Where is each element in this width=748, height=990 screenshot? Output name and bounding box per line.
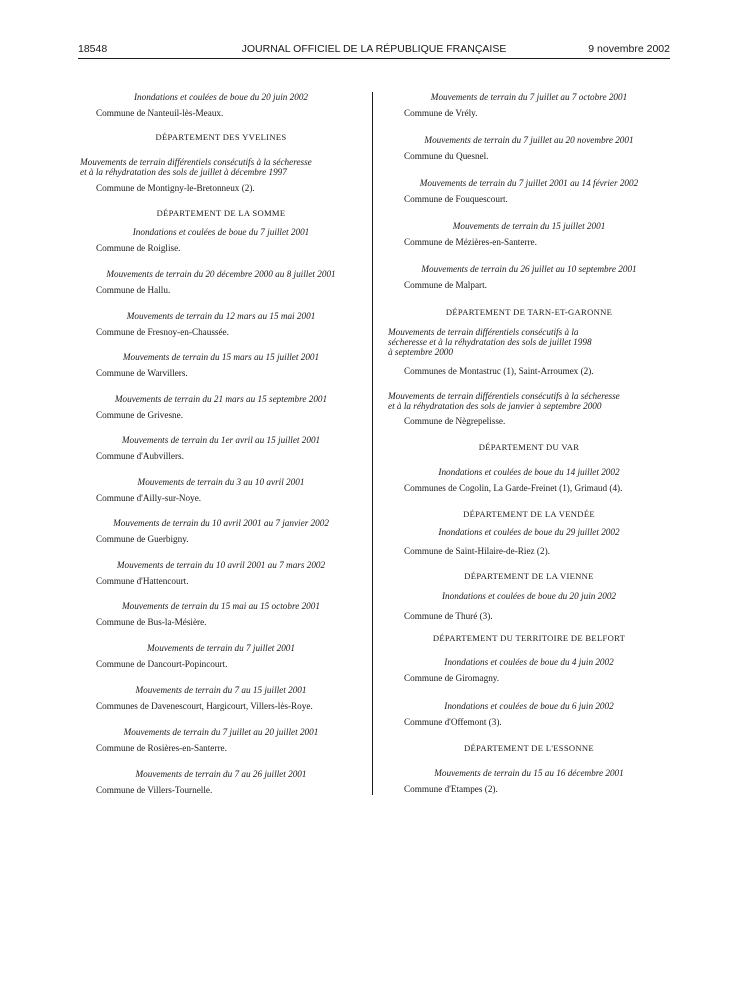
event-title: Mouvements de terrain du 7 juillet au 20 novembre 2001 [424,135,634,145]
journal-title: JOURNAL OFFICIEL DE LA RÉPUBLIQUE FRANÇAISE [241,43,507,55]
commune-line: Commune de Vrély. [404,108,478,118]
event-title-line: Mouvements de terrain différentiels consécutifs à la sécheresse [388,391,620,401]
commune-line: Commune d'Aubvillers. [96,451,184,461]
commune-line: Commune d'Offemont (3). [404,717,502,727]
department-heading: DÉPARTEMENT DE LA VIENNE [464,571,594,581]
event-title-long [388,327,670,357]
commune-line: Communes de Davenescourt, Hargicourt, Villers-lès-Roye. [96,701,313,711]
commune-line: Commune de Montigny-le-Bretonneux (2). [96,183,255,193]
event-title: Mouvements de terrain du 3 au 10 avril 2001 [137,477,305,487]
commune-line: Commune de Guerbigny. [96,534,189,544]
commune-line: Commune de Nanteuil-lès-Meaux. [96,108,224,118]
department-heading: DÉPARTEMENT DE L'ESSONNE [464,743,594,753]
event-title: Mouvements de terrain du 7 juillet au 20 juillet 2001 [123,727,319,737]
event-title-line: sécheresse et à la réhydratation des sols de juillet 1998 [388,337,592,347]
commune-line: Commune de Fouquescourt. [404,194,508,204]
commune-line: Commune de Hallu. [96,285,171,295]
commune-line: Communes de Montastruc (1), Saint-Arroumex (2). [404,366,594,376]
commune-line: Commune de Warvillers. [96,368,188,378]
commune-line: Commune d'Ailly-sur-Noye. [96,493,202,503]
event-title: Inondations et coulées de boue du 7 juillet 2001 [132,227,310,237]
commune-line: Commune de Nègrepelisse. [404,416,506,426]
commune-line: Commune de Roiglise. [96,243,181,253]
event-title: Mouvements de terrain du 7 juillet 2001 au 14 février 2002 [419,178,639,188]
event-title: Mouvements de terrain du 7 juillet au 7 octobre 2001 [430,92,628,102]
event-title: Mouvements de terrain du 7 au 15 juillet 2001 [135,685,307,695]
page-header [0,0,748,60]
commune-line: Commune de Grivesne. [96,410,184,420]
event-title: Inondations et coulées de boue du 14 juillet 2002 [438,467,620,477]
department-heading: DÉPARTEMENT DE LA SOMME [156,208,286,218]
commune-line: Commune de Saint-Hilaire-de-Riez (2). [404,546,550,556]
event-title: Mouvements de terrain du 12 mars au 15 mai 2001 [126,311,316,321]
department-heading: DÉPARTEMENT DES YVELINES [155,132,287,142]
event-title: Inondations et coulées de boue du 4 juin 2002 [444,657,614,667]
commune-line: Commune d'Hattencourt. [96,576,189,586]
event-title: Mouvements de terrain du 7 juillet 2001 [147,643,295,653]
event-title: Inondations et coulées de boue du 29 juillet 2002 [438,527,620,537]
commune-line: Commune de Thuré (3). [404,611,493,621]
commune-line: Commune de Mézières-en-Santerre. [404,237,537,247]
commune-line: Commune de Dancourt-Popincourt. [96,659,228,669]
commune-line: Commune de Giromagny. [404,673,500,683]
commune-line: Commune d'Etampes (2). [404,784,498,794]
commune-line: Communes de Cogolin, La Garde-Freinet (1), Grimaud (4). [404,483,623,493]
department-heading: DÉPARTEMENT DU TERRITOIRE DE BELFORT [432,633,626,643]
event-title: Mouvements de terrain du 10 avril 2001 au 7 janvier 2002 [113,518,329,528]
commune-line: Commune du Quesnel. [404,151,489,161]
event-title-long [388,391,670,411]
department-heading: DÉPARTEMENT DE TARN-ET-GARONNE [445,307,613,317]
event-title: Mouvements de terrain du 7 au 26 juillet 2001 [135,769,307,779]
event-title: Inondations et coulées de boue du 6 juin 2002 [444,701,614,711]
event-title: Mouvements de terrain du 10 avril 2001 au 7 mars 2002 [116,560,326,570]
event-title: Inondations et coulées de boue du 20 juin 2002 [133,92,309,102]
event-title: Inondations et coulées de boue du 20 juin 2002 [441,591,617,601]
commune-line: Commune de Rosières-en-Santerre. [96,743,227,753]
publication-date: 9 novembre 2002 [588,43,670,55]
column-separator [372,92,373,795]
department-heading: DÉPARTEMENT DE LA VENDÉE [463,509,595,519]
commune-line: Commune de Villers-Tournelle. [96,785,213,795]
event-title: Mouvements de terrain du 21 mars au 15 septembre 2001 [114,394,328,404]
commune-line: Commune de Fresnoy-en-Chaussée. [96,327,229,337]
event-title-line: Mouvements de terrain différentiels consécutifs à la [388,327,579,337]
event-title-line: et à la réhydratation des sols de janvier à septembre 2000 [388,401,602,411]
event-title: Mouvements de terrain du 15 au 16 décembre 2001 [434,768,624,778]
event-title-line: et à la réhydratation des sols de juillet à décembre 1997 [80,167,287,177]
event-title-line: à septembre 2000 [388,347,453,357]
department-heading: DÉPARTEMENT DU VAR [478,442,580,452]
header-rule [78,58,670,59]
event-title-line: Mouvements de terrain différentiels consécutifs à la sécheresse [80,157,312,167]
event-title: Mouvements de terrain du 20 décembre 2000 au 8 juillet 2001 [106,269,336,279]
event-title: Mouvements de terrain du 15 mars au 15 juillet 2001 [122,352,320,362]
event-title-long [80,157,362,177]
event-title: Mouvements de terrain du 1er avril au 15 juillet 2001 [121,435,321,445]
event-title: Mouvements de terrain du 15 mai au 15 octobre 2001 [122,601,320,611]
page-number: 18548 [78,43,108,55]
commune-line: Commune de Malpart. [404,280,487,290]
commune-line: Commune de Bus-la-Mésière. [96,617,207,627]
event-title: Mouvements de terrain du 15 juillet 2001 [452,221,606,231]
event-title: Mouvements de terrain du 26 juillet au 10 septembre 2001 [421,264,637,274]
